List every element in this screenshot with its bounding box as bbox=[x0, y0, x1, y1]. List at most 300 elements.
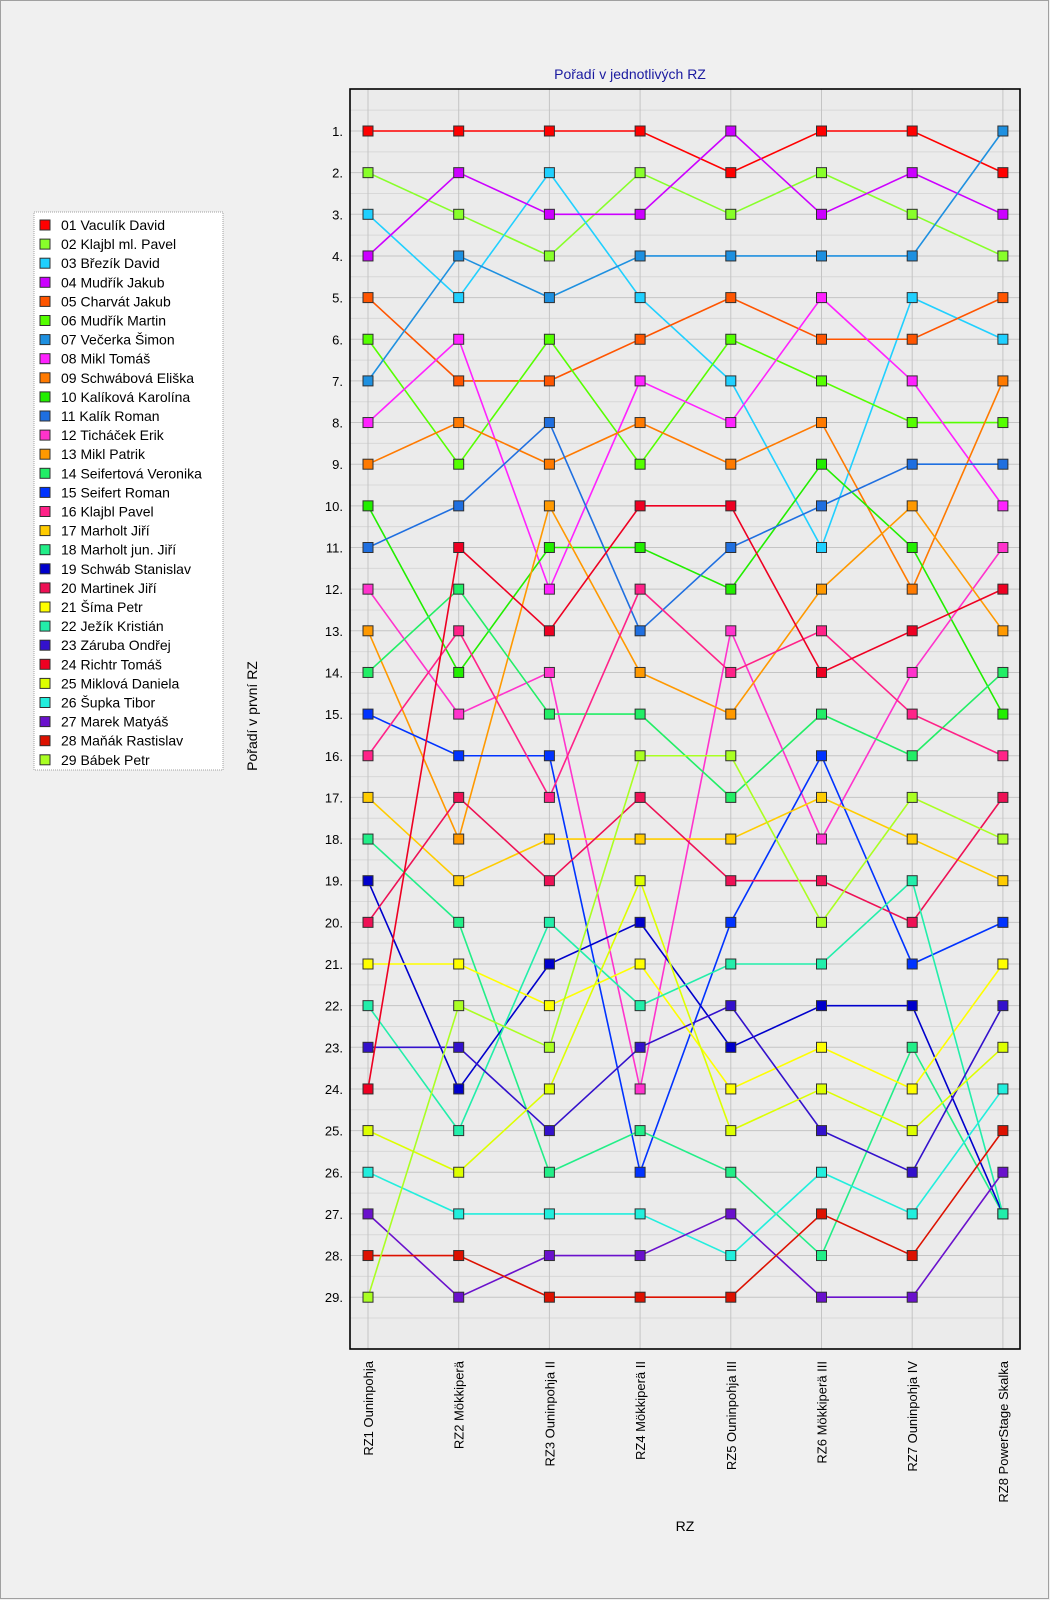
data-point-marker bbox=[544, 709, 554, 719]
data-point-marker bbox=[635, 834, 645, 844]
data-point-marker bbox=[998, 543, 1008, 553]
data-point-marker bbox=[363, 626, 373, 636]
data-point-marker bbox=[454, 334, 464, 344]
data-point-marker bbox=[635, 1167, 645, 1177]
y-tick-label: 14. bbox=[324, 665, 343, 681]
data-point-marker bbox=[454, 418, 464, 428]
data-point-marker bbox=[817, 834, 827, 844]
data-point-marker bbox=[726, 418, 736, 428]
legend-swatch bbox=[40, 468, 50, 478]
data-point-marker bbox=[363, 584, 373, 594]
legend-swatch bbox=[40, 507, 50, 517]
data-point-marker bbox=[998, 584, 1008, 594]
legend-swatch bbox=[40, 717, 50, 727]
y-tick-label: 28. bbox=[324, 1248, 343, 1264]
data-point-marker bbox=[635, 1042, 645, 1052]
data-point-marker bbox=[544, 1167, 554, 1177]
data-point-marker bbox=[454, 126, 464, 136]
data-point-marker bbox=[363, 126, 373, 136]
data-point-marker bbox=[998, 667, 1008, 677]
legend-swatch bbox=[40, 373, 50, 383]
y-tick-label: 25. bbox=[324, 1123, 343, 1139]
y-tick-label: 4. bbox=[332, 248, 343, 264]
legend-label: 11 Kalík Roman bbox=[61, 408, 160, 424]
data-point-marker bbox=[907, 418, 917, 428]
data-point-marker bbox=[544, 418, 554, 428]
y-tick-label: 20. bbox=[324, 915, 343, 931]
data-point-marker bbox=[363, 418, 373, 428]
data-point-marker bbox=[544, 751, 554, 761]
y-tick-label: 12. bbox=[324, 582, 343, 598]
data-point-marker bbox=[635, 501, 645, 511]
data-point-marker bbox=[635, 376, 645, 386]
data-point-marker bbox=[544, 543, 554, 553]
data-point-marker bbox=[363, 709, 373, 719]
data-point-marker bbox=[907, 751, 917, 761]
legend-label: 01 Vaculík David bbox=[61, 217, 166, 233]
data-point-marker bbox=[363, 1126, 373, 1136]
data-point-marker bbox=[726, 709, 736, 719]
data-point-marker bbox=[635, 667, 645, 677]
data-point-marker bbox=[544, 626, 554, 636]
y-tick-label: 19. bbox=[324, 873, 343, 889]
data-point-marker bbox=[454, 584, 464, 594]
x-tick-label: RZ2 Mökkiperä bbox=[451, 1361, 467, 1450]
x-tick-label: RZ3 Ouninpohja II bbox=[542, 1361, 558, 1467]
data-point-marker bbox=[544, 876, 554, 886]
legend-swatch bbox=[40, 755, 50, 765]
legend-label: 09 Schwábová Eliška bbox=[61, 369, 195, 386]
y-tick-label: 15. bbox=[324, 707, 343, 723]
data-point-marker bbox=[726, 459, 736, 469]
data-point-marker bbox=[635, 917, 645, 927]
y-tick-label: 3. bbox=[332, 207, 343, 223]
legend-label: 28 Maňák Rastislav bbox=[61, 732, 184, 749]
legend-swatch bbox=[40, 545, 50, 555]
legend-swatch bbox=[40, 277, 50, 287]
legend-swatch bbox=[40, 487, 50, 497]
data-point-marker bbox=[454, 709, 464, 719]
data-point-marker bbox=[363, 1251, 373, 1261]
y-tick-label: 23. bbox=[324, 1040, 343, 1056]
y-tick-label: 8. bbox=[332, 415, 343, 431]
data-point-marker bbox=[907, 709, 917, 719]
data-point-marker bbox=[907, 334, 917, 344]
legend-swatch bbox=[40, 354, 50, 364]
data-point-marker bbox=[635, 1126, 645, 1136]
data-point-marker bbox=[544, 1251, 554, 1261]
data-point-marker bbox=[817, 168, 827, 178]
data-point-marker bbox=[454, 1292, 464, 1302]
data-point-marker bbox=[544, 209, 554, 219]
legend-label: 27 Marek Matyáš bbox=[61, 713, 169, 730]
data-point-marker bbox=[635, 334, 645, 344]
y-tick-label: 27. bbox=[324, 1206, 343, 1222]
data-point-marker bbox=[998, 126, 1008, 136]
data-point-marker bbox=[726, 1126, 736, 1136]
y-axis-ticks bbox=[325, 124, 343, 1305]
data-point-marker bbox=[726, 792, 736, 802]
legend-swatch bbox=[40, 392, 50, 402]
data-point-marker bbox=[635, 1001, 645, 1011]
data-point-marker bbox=[363, 501, 373, 511]
data-point-marker bbox=[907, 1209, 917, 1219]
legend-swatch bbox=[40, 564, 50, 574]
data-point-marker bbox=[363, 209, 373, 219]
legend-label: 26 Šupka Tibor bbox=[61, 694, 156, 711]
data-point-marker bbox=[998, 376, 1008, 386]
data-point-marker bbox=[544, 251, 554, 261]
data-point-marker bbox=[726, 1001, 736, 1011]
legend-label: 12 Ticháček Erik bbox=[61, 427, 164, 444]
x-tick-label: RZ8 PowerStage Skalka bbox=[995, 1361, 1011, 1503]
data-point-marker bbox=[454, 959, 464, 969]
data-point-marker bbox=[726, 168, 736, 178]
data-point-marker bbox=[907, 543, 917, 553]
data-point-marker bbox=[726, 376, 736, 386]
legend-label: 05 Charvát Jakub bbox=[61, 293, 171, 310]
legend-swatch bbox=[40, 736, 50, 746]
x-tick-label: RZ4 Mökkiperä II bbox=[633, 1361, 649, 1460]
legend-swatch bbox=[40, 602, 50, 612]
data-point-marker bbox=[363, 334, 373, 344]
data-point-marker bbox=[726, 1251, 736, 1261]
legend-swatch bbox=[40, 411, 50, 421]
data-point-marker bbox=[998, 751, 1008, 761]
data-point-marker bbox=[363, 917, 373, 927]
data-point-marker bbox=[544, 1001, 554, 1011]
data-point-marker bbox=[907, 293, 917, 303]
data-point-marker bbox=[998, 251, 1008, 261]
data-point-marker bbox=[635, 126, 645, 136]
y-tick-label: 10. bbox=[324, 498, 343, 514]
legend-label: 14 Seifertová Veronika bbox=[61, 465, 202, 482]
data-point-marker bbox=[726, 876, 736, 886]
data-point-marker bbox=[544, 584, 554, 594]
data-point-marker bbox=[907, 917, 917, 927]
data-point-marker bbox=[907, 876, 917, 886]
y-tick-label: 1. bbox=[332, 124, 343, 139]
legend-label: 06 Mudřík Martin bbox=[61, 312, 167, 329]
data-point-marker bbox=[635, 709, 645, 719]
legend-swatch bbox=[40, 678, 50, 688]
data-point-marker bbox=[454, 751, 464, 761]
data-point-marker bbox=[817, 709, 827, 719]
data-point-marker bbox=[454, 667, 464, 677]
data-point-marker bbox=[635, 168, 645, 178]
legend-label: 16 Klajbl Pavel bbox=[61, 503, 154, 520]
data-point-marker bbox=[817, 501, 827, 511]
data-point-marker bbox=[726, 209, 736, 219]
y-tick-label: 7. bbox=[332, 373, 343, 389]
data-point-marker bbox=[544, 126, 554, 136]
legend-swatch bbox=[40, 698, 50, 708]
data-point-marker bbox=[363, 251, 373, 261]
data-point-marker bbox=[817, 1084, 827, 1094]
data-point-marker bbox=[454, 501, 464, 511]
data-point-marker bbox=[454, 1126, 464, 1136]
data-point-marker bbox=[817, 209, 827, 219]
data-point-marker bbox=[907, 459, 917, 469]
data-point-marker bbox=[907, 1001, 917, 1011]
y-tick-label: 17. bbox=[324, 790, 343, 806]
data-point-marker bbox=[998, 709, 1008, 719]
y-tick-label: 24. bbox=[324, 1081, 343, 1097]
data-point-marker bbox=[998, 917, 1008, 927]
data-point-marker bbox=[726, 1209, 736, 1219]
legend-swatch bbox=[40, 258, 50, 268]
data-point-marker bbox=[635, 459, 645, 469]
data-point-marker bbox=[726, 334, 736, 344]
legend-label: 20 Martinek Jiří bbox=[61, 579, 157, 596]
data-point-marker bbox=[363, 1167, 373, 1177]
data-point-marker bbox=[817, 1042, 827, 1052]
legend-label: 29 Bábek Petr bbox=[61, 751, 150, 768]
data-point-marker bbox=[363, 293, 373, 303]
data-point-marker bbox=[544, 376, 554, 386]
data-point-marker bbox=[817, 917, 827, 927]
y-axis-title: Pořadí v první RZ bbox=[244, 661, 260, 771]
x-axis-title: RZ bbox=[675, 1518, 695, 1534]
data-point-marker bbox=[998, 293, 1008, 303]
data-point-marker bbox=[544, 1084, 554, 1094]
data-point-marker bbox=[454, 1084, 464, 1094]
data-point-marker bbox=[817, 459, 827, 469]
data-point-marker bbox=[817, 1167, 827, 1177]
legend-label: 21 Šíma Petr bbox=[61, 599, 143, 615]
data-point-marker bbox=[363, 876, 373, 886]
legend-label: 10 Kalíková Karolína bbox=[61, 388, 191, 405]
data-point-marker bbox=[817, 126, 827, 136]
data-point-marker bbox=[998, 1209, 1008, 1219]
data-point-marker bbox=[454, 917, 464, 927]
data-point-marker bbox=[817, 1251, 827, 1261]
data-point-marker bbox=[817, 1209, 827, 1219]
data-point-marker bbox=[544, 792, 554, 802]
data-point-marker bbox=[907, 1292, 917, 1302]
data-point-marker bbox=[363, 1001, 373, 1011]
data-point-marker bbox=[726, 1042, 736, 1052]
data-point-marker bbox=[363, 834, 373, 844]
data-point-marker bbox=[998, 1126, 1008, 1136]
data-point-marker bbox=[817, 251, 827, 261]
y-tick-label: 29. bbox=[324, 1290, 343, 1306]
data-point-marker bbox=[363, 1292, 373, 1302]
data-point-marker bbox=[817, 543, 827, 553]
data-point-marker bbox=[817, 334, 827, 344]
data-point-marker bbox=[998, 1001, 1008, 1011]
data-point-marker bbox=[726, 1084, 736, 1094]
data-point-marker bbox=[635, 584, 645, 594]
data-point-marker bbox=[544, 667, 554, 677]
data-point-marker bbox=[363, 1084, 373, 1094]
data-point-marker bbox=[817, 1001, 827, 1011]
legend-label: 24 Richtr Tomáš bbox=[61, 656, 162, 673]
data-point-marker bbox=[635, 293, 645, 303]
y-tick-label: 16. bbox=[324, 748, 343, 764]
data-point-marker bbox=[363, 792, 373, 802]
data-point-marker bbox=[635, 1209, 645, 1219]
data-point-marker bbox=[635, 1251, 645, 1261]
data-point-marker bbox=[363, 376, 373, 386]
legend-label: 23 Záruba Ondřej bbox=[61, 637, 171, 654]
data-point-marker bbox=[726, 543, 736, 553]
data-point-marker bbox=[454, 1001, 464, 1011]
data-point-marker bbox=[998, 1042, 1008, 1052]
data-point-marker bbox=[817, 376, 827, 386]
legend-swatch bbox=[40, 449, 50, 459]
data-point-marker bbox=[544, 168, 554, 178]
data-point-marker bbox=[998, 1084, 1008, 1094]
data-point-marker bbox=[726, 751, 736, 761]
legend-swatch bbox=[40, 659, 50, 669]
data-point-marker bbox=[544, 1292, 554, 1302]
data-point-marker bbox=[363, 667, 373, 677]
data-point-marker bbox=[363, 459, 373, 469]
data-point-marker bbox=[817, 876, 827, 886]
data-point-marker bbox=[998, 876, 1008, 886]
data-point-marker bbox=[817, 1126, 827, 1136]
legend-label: 17 Marholt Jiří bbox=[61, 522, 150, 539]
data-point-marker bbox=[454, 459, 464, 469]
data-point-marker bbox=[907, 1167, 917, 1177]
data-point-marker bbox=[726, 667, 736, 677]
data-point-marker bbox=[635, 251, 645, 261]
data-point-marker bbox=[817, 584, 827, 594]
data-point-marker bbox=[635, 626, 645, 636]
y-tick-label: 13. bbox=[324, 623, 343, 639]
data-point-marker bbox=[907, 1126, 917, 1136]
data-point-marker bbox=[998, 459, 1008, 469]
data-point-marker bbox=[907, 209, 917, 219]
data-point-marker bbox=[907, 834, 917, 844]
data-point-marker bbox=[635, 751, 645, 761]
y-tick-label: 21. bbox=[324, 957, 343, 972]
data-point-marker bbox=[454, 293, 464, 303]
data-point-marker bbox=[454, 1167, 464, 1177]
data-point-marker bbox=[998, 168, 1008, 178]
data-point-marker bbox=[907, 1084, 917, 1094]
data-point-marker bbox=[817, 792, 827, 802]
data-point-marker bbox=[544, 334, 554, 344]
legend-label: 15 Seifert Roman bbox=[61, 484, 170, 501]
y-tick-label: 26. bbox=[324, 1165, 343, 1181]
legend-label: 03 Březík David bbox=[61, 255, 160, 272]
data-point-marker bbox=[907, 126, 917, 136]
y-tick-label: 2. bbox=[332, 165, 343, 181]
data-point-marker bbox=[454, 209, 464, 219]
data-point-marker bbox=[726, 1167, 736, 1177]
data-point-marker bbox=[907, 168, 917, 178]
data-point-marker bbox=[726, 917, 736, 927]
data-point-marker bbox=[635, 1084, 645, 1094]
legend-swatch bbox=[40, 335, 50, 345]
data-point-marker bbox=[907, 792, 917, 802]
legend-swatch bbox=[40, 316, 50, 326]
legend-swatch bbox=[40, 296, 50, 306]
data-point-marker bbox=[817, 626, 827, 636]
data-point-marker bbox=[544, 1042, 554, 1052]
data-point-marker bbox=[817, 959, 827, 969]
data-point-marker bbox=[726, 959, 736, 969]
data-point-marker bbox=[635, 543, 645, 553]
data-point-marker bbox=[454, 543, 464, 553]
data-point-marker bbox=[817, 1292, 827, 1302]
data-point-marker bbox=[998, 834, 1008, 844]
legend-label: 19 Schwáb Stanislav bbox=[61, 560, 191, 577]
data-point-marker bbox=[907, 251, 917, 261]
data-point-marker bbox=[907, 501, 917, 511]
data-point-marker bbox=[998, 626, 1008, 636]
legend-label: 22 Ježík Kristián bbox=[61, 618, 164, 635]
legend-label: 02 Klajbl ml. Pavel bbox=[61, 236, 177, 253]
data-point-marker bbox=[998, 501, 1008, 511]
data-point-marker bbox=[544, 917, 554, 927]
data-point-marker bbox=[454, 876, 464, 886]
data-point-marker bbox=[907, 667, 917, 677]
legend-swatch bbox=[40, 621, 50, 631]
x-tick-label: RZ5 Ouninpohja III bbox=[723, 1361, 739, 1471]
data-point-marker bbox=[363, 1209, 373, 1219]
data-point-marker bbox=[635, 876, 645, 886]
legend-swatch bbox=[40, 220, 50, 230]
x-tick-label: RZ7 Ouninpohja IV bbox=[905, 1361, 921, 1472]
x-axis-ticks bbox=[361, 1360, 1011, 1502]
data-point-marker bbox=[726, 834, 736, 844]
data-point-marker bbox=[363, 959, 373, 969]
data-point-marker bbox=[998, 418, 1008, 428]
data-point-marker bbox=[454, 1209, 464, 1219]
legend-swatch bbox=[40, 239, 50, 249]
data-point-marker bbox=[726, 1292, 736, 1302]
legend-label: 18 Marholt jun. Jiří bbox=[61, 541, 177, 558]
data-point-marker bbox=[726, 626, 736, 636]
data-point-marker bbox=[726, 126, 736, 136]
data-point-marker bbox=[544, 959, 554, 969]
data-point-marker bbox=[817, 418, 827, 428]
data-point-marker bbox=[726, 251, 736, 261]
data-point-marker bbox=[635, 418, 645, 428]
data-point-marker bbox=[635, 792, 645, 802]
data-point-marker bbox=[454, 834, 464, 844]
y-tick-label: 22. bbox=[324, 998, 343, 1014]
chart-title: Pořadí v jednotlivých RZ bbox=[554, 66, 706, 82]
data-point-marker bbox=[726, 584, 736, 594]
x-tick-label: RZ6 Mökkiperä III bbox=[814, 1361, 830, 1464]
data-point-marker bbox=[907, 959, 917, 969]
data-point-marker bbox=[454, 1042, 464, 1052]
legend-swatch bbox=[40, 526, 50, 536]
legend-swatch bbox=[40, 583, 50, 593]
legend-label: 08 Mikl Tomáš bbox=[61, 350, 151, 367]
data-point-marker bbox=[907, 1251, 917, 1261]
data-point-marker bbox=[454, 251, 464, 261]
y-tick-label: 9. bbox=[332, 457, 343, 473]
data-point-marker bbox=[544, 834, 554, 844]
data-point-marker bbox=[363, 543, 373, 553]
legend-swatch bbox=[40, 640, 50, 650]
legend-label: 04 Mudřík Jakub bbox=[61, 274, 165, 291]
data-point-marker bbox=[454, 792, 464, 802]
legend-label: 07 Večerka Šimon bbox=[61, 331, 175, 348]
data-point-marker bbox=[635, 1292, 645, 1302]
data-point-marker bbox=[998, 1167, 1008, 1177]
data-point-marker bbox=[907, 626, 917, 636]
data-point-marker bbox=[544, 459, 554, 469]
data-point-marker bbox=[998, 959, 1008, 969]
data-point-marker bbox=[817, 293, 827, 303]
data-point-marker bbox=[363, 168, 373, 178]
